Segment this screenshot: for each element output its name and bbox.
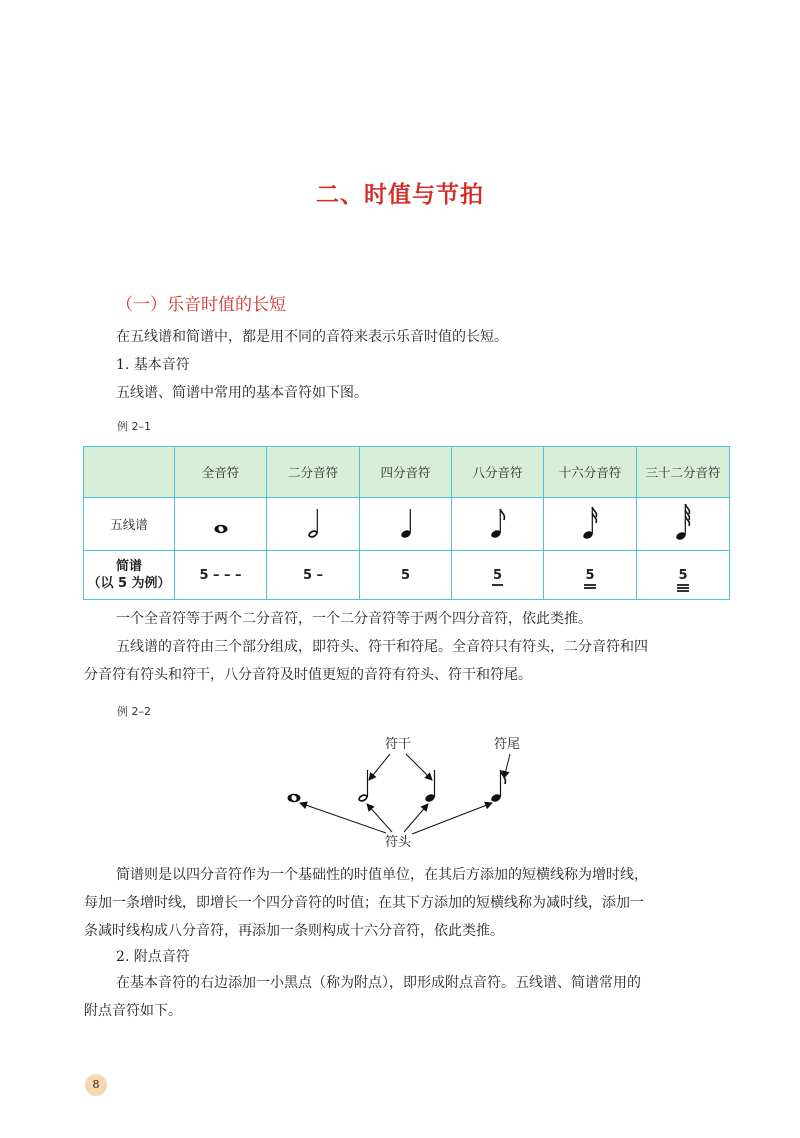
table-header-row — [84, 447, 730, 498]
paragraph-parts-line2: 分音符有符头和符干，八分音符及时值更短的音符有符头、符干和符尾。 — [84, 667, 532, 683]
quarter-note-icon — [360, 498, 452, 551]
sixteenth-note-icon — [544, 498, 637, 551]
example-label-2-2: 例 2–2 — [117, 705, 151, 718]
paragraph-parts-line1: 五线谱的音符由三个部分组成，即符头、符干和符尾。全音符只有符头，二分音符和四 — [116, 639, 648, 655]
paragraph-jianpu-line2: 每加一条增时线，即增长一个四分音符的时值；在其下方添加的短横线称为减时线，添加一 — [84, 895, 644, 911]
whole-note-icon — [175, 498, 267, 551]
header-quarter-note: 四分音符 — [360, 447, 452, 498]
table-corner-cell — [84, 447, 175, 498]
jianpu-sixteenth-value: 5 — [585, 567, 595, 583]
example-label-2-1: 例 2–1 — [117, 420, 151, 433]
row-label-jianpu-line2: （以 5 为例） — [87, 576, 171, 591]
paragraph-jianpu-line1: 简谱则是以四分音符作为一个基础性的时值单位，在其后方添加的短横线称为增时线， — [116, 867, 648, 883]
section-title: （一）乐音时值的长短 — [116, 295, 286, 315]
jianpu-thirty-second-value: 5 — [678, 567, 688, 583]
header-whole-note: 全音符 — [175, 447, 267, 498]
diagram-eighth-note-icon — [490, 770, 505, 803]
header-eighth-note: 八分音符 — [452, 447, 544, 498]
row-label-jianpu — [84, 551, 175, 600]
jianpu-eighth-digit — [493, 568, 502, 583]
jianpu-whole: 5 – – – — [175, 551, 267, 600]
flag-label: 符尾 — [493, 737, 521, 752]
subheading-dotted-notes: 2. 附点音符 — [116, 949, 190, 965]
diagram-whole-note-icon — [288, 794, 301, 802]
paragraph-basic-notes: 五线谱、简谱中常用的基本音符如下图。 — [116, 385, 368, 401]
table-row-staff — [84, 498, 730, 551]
diagram-half-note-icon — [357, 770, 369, 803]
paragraph-equivalence: 一个全音符等于两个二分音符，一个二分音符等于两个四分音符，依此类推。 — [116, 611, 592, 627]
head-label: 符头 — [384, 835, 412, 850]
jianpu-sixteenth — [544, 551, 637, 600]
jianpu-thirty-second — [637, 551, 730, 600]
eighth-note-icon — [452, 498, 544, 551]
note-parts-diagram — [270, 728, 550, 856]
header-thirty-second-note: 三十二分音符 — [637, 447, 730, 498]
paragraph-dotted-line2: 附点音符如下。 — [84, 1003, 182, 1019]
header-sixteenth-note: 十六分音符 — [544, 447, 637, 498]
jianpu-eighth-value: 5 — [492, 567, 503, 583]
stem-label: 符干 — [384, 737, 412, 752]
chapter-title: 二、时值与节拍 — [316, 182, 484, 208]
jianpu-thirty-second-digit — [678, 568, 687, 583]
note-values-table — [83, 446, 730, 600]
page-number: 8 — [85, 1074, 107, 1096]
thirty-second-note-icon — [637, 498, 730, 551]
paragraph-dotted-line1: 在基本音符的右边添加一小黑点（称为附点），即形成附点音符。五线谱、简谱常用的 — [116, 975, 641, 991]
header-half-note: 二分音符 — [267, 447, 360, 498]
jianpu-eighth — [452, 551, 544, 600]
table-row-jianpu — [84, 551, 730, 600]
paragraph-jianpu-line3: 条减时线构成八分音符，再添加一条则构成十六分音符，依此类推。 — [84, 923, 504, 939]
jianpu-half: 5 – — [267, 551, 360, 600]
jianpu-quarter: 5 — [360, 551, 452, 600]
paragraph-intro: 在五线谱和简谱中，都是用不同的音符来表示乐音时值的长短。 — [116, 329, 508, 345]
subheading-basic-notes: 1. 基本音符 — [116, 357, 190, 373]
jianpu-sixteenth-digit — [585, 568, 594, 583]
diagram-quarter-note-icon — [424, 770, 436, 803]
row-label-jianpu-line1: 简谱 — [115, 559, 142, 574]
row-label-staff: 五线谱 — [84, 498, 175, 551]
half-note-icon — [267, 498, 360, 551]
